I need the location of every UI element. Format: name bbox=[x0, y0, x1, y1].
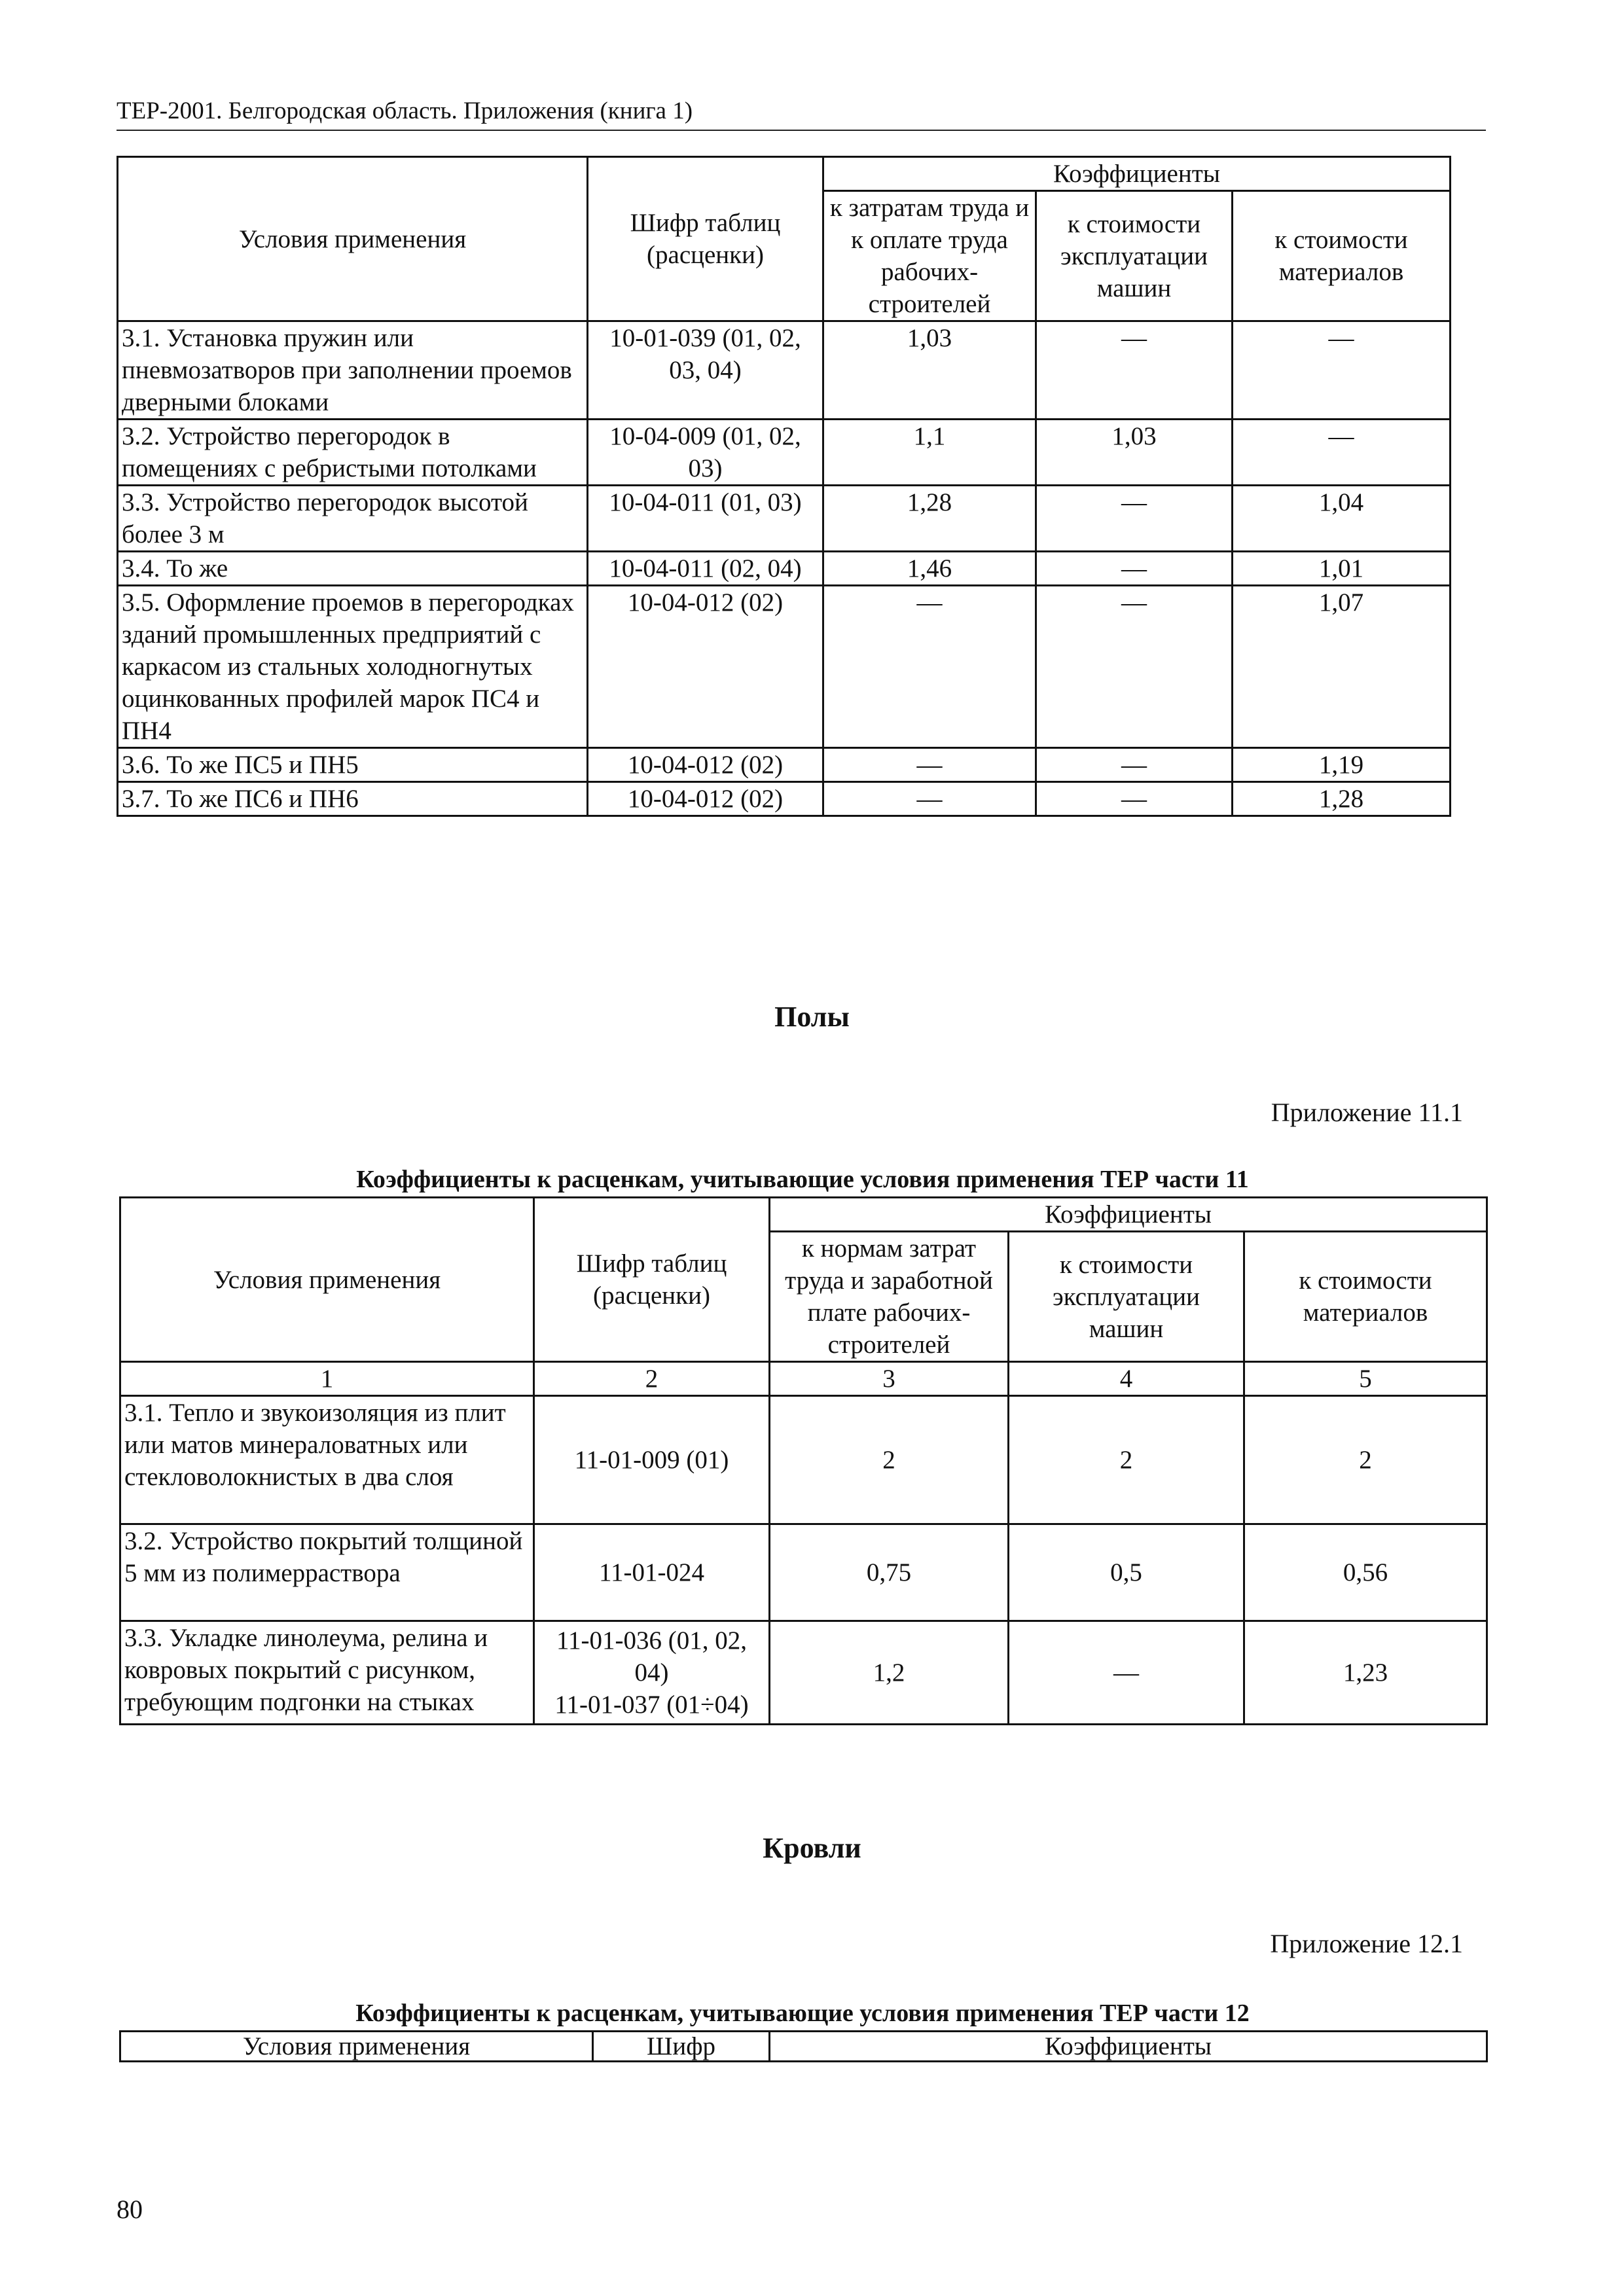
section-title-roofs: Кровли bbox=[763, 1832, 861, 1864]
row-materials: 1,19 bbox=[1233, 748, 1451, 782]
row-materials: 1,04 bbox=[1233, 486, 1451, 552]
col-header-coefficients: Коэффициенты bbox=[770, 2032, 1487, 2062]
row-conditions: 3.6. То же ПС5 и ПН5 bbox=[118, 748, 588, 782]
floors-coefficients-table bbox=[119, 1196, 1488, 1725]
row-materials: 1,28 bbox=[1233, 782, 1451, 816]
col-header-conditions: Условия применения bbox=[120, 1198, 534, 1362]
row-labor: — bbox=[823, 748, 1036, 782]
row-code: 10-04-012 (02) bbox=[588, 748, 823, 782]
col-header-code: Шифр таблиц (расценки) bbox=[534, 1198, 770, 1362]
col-header-code: Шифр bbox=[593, 2032, 770, 2062]
column-numbers-row bbox=[120, 1362, 1487, 1396]
col-header-machines: к стоимости эксплуатации машин bbox=[1036, 191, 1233, 321]
row-machines: — bbox=[1036, 552, 1233, 586]
row-conditions: 3.3. Устройство перегородок высотой более 3 м bbox=[118, 486, 588, 552]
row-conditions: 3.5. Оформление проемов в перегородках зданий промышленных предприятий с каркасом из стальных холодногнутых оцинкованных профилей марок ПС4 и ПН4 bbox=[118, 586, 588, 748]
row-labor: 1,2 bbox=[770, 1621, 1009, 1725]
row-labor: 1,1 bbox=[823, 420, 1036, 486]
row-machines: — bbox=[1036, 586, 1233, 748]
row-machines: — bbox=[1036, 486, 1233, 552]
row-materials: 2 bbox=[1244, 1396, 1487, 1524]
col-header-materials: к стоимости материалов bbox=[1244, 1232, 1487, 1362]
table-row bbox=[120, 1621, 1487, 1725]
table-row bbox=[118, 586, 1451, 748]
row-materials: 0,56 bbox=[1244, 1524, 1487, 1621]
appendix-label-roofs: Приложение 12.1 bbox=[1270, 1929, 1463, 1958]
row-machines: — bbox=[1036, 782, 1233, 816]
col-header-conditions: Условия применения bbox=[120, 2032, 593, 2062]
row-labor: 1,28 bbox=[823, 486, 1036, 552]
row-labor: 2 bbox=[770, 1396, 1009, 1524]
walls-coefficients-table bbox=[117, 156, 1451, 817]
row-materials: 1,23 bbox=[1244, 1621, 1487, 1725]
table-row bbox=[118, 782, 1451, 816]
table-caption-floors: Коэффициенты к расценкам, учитывающие условия применения ТЕР части 11 bbox=[356, 1166, 1249, 1193]
row-code: 11-01-009 (01) bbox=[534, 1396, 770, 1524]
table-row bbox=[118, 321, 1451, 420]
table-row bbox=[118, 420, 1451, 486]
table-row bbox=[120, 1524, 1487, 1621]
col-number: 3 bbox=[770, 1362, 1009, 1396]
row-machines: 2 bbox=[1009, 1396, 1244, 1524]
col-header-coefficients: Коэффициенты bbox=[823, 157, 1451, 191]
row-code: 10-01-039 (01, 02, 03, 04) bbox=[588, 321, 823, 420]
row-code: 10-04-011 (02, 04) bbox=[588, 552, 823, 586]
row-code-secondary: 11-01-037 (01÷04) bbox=[554, 1691, 749, 1719]
col-header-coefficients: Коэффициенты bbox=[770, 1198, 1487, 1232]
col-header-code: Шифр таблиц (расценки) bbox=[588, 157, 823, 321]
row-materials: — bbox=[1233, 420, 1451, 486]
row-labor: 1,46 bbox=[823, 552, 1036, 586]
row-conditions: 3.3. Укладке линолеума, релина и ковровых покрытий с рисунком, требующим подгонки на стыках bbox=[120, 1621, 534, 1725]
col-number: 1 bbox=[120, 1362, 534, 1396]
row-code: 11-01-036 (01, 02, 04) bbox=[556, 1626, 747, 1687]
row-labor: — bbox=[823, 586, 1036, 748]
col-header-labor: к затратам труда и к оплате труда рабочих-строителей bbox=[823, 191, 1036, 321]
row-code: 10-04-011 (01, 03) bbox=[588, 486, 823, 552]
row-conditions: 3.1. Установка пружин или пневмозатворов при заполнении проемов дверными блоками bbox=[118, 321, 588, 420]
col-header-labor: к нормам затрат труда и заработной плате рабочих-строителей bbox=[770, 1232, 1009, 1362]
table-row bbox=[120, 1396, 1487, 1524]
col-number: 2 bbox=[534, 1362, 770, 1396]
row-machines: 0,5 bbox=[1009, 1524, 1244, 1621]
col-number: 4 bbox=[1009, 1362, 1244, 1396]
section-title-floors: Полы bbox=[774, 1001, 850, 1033]
row-code: 10-04-009 (01, 02, 03) bbox=[588, 420, 823, 486]
row-conditions: 3.2. Устройство перегородок в помещениях с ребристыми потолками bbox=[118, 420, 588, 486]
col-number: 5 bbox=[1244, 1362, 1487, 1396]
appendix-label-floors: Приложение 11.1 bbox=[1271, 1098, 1463, 1127]
row-code-cell bbox=[534, 1621, 770, 1725]
row-code: 11-01-024 bbox=[534, 1524, 770, 1621]
row-labor: 0,75 bbox=[770, 1524, 1009, 1621]
row-materials: — bbox=[1233, 321, 1451, 420]
col-header-materials: к стоимости материалов bbox=[1233, 191, 1451, 321]
row-conditions: 3.4. То же bbox=[118, 552, 588, 586]
col-header-conditions: Условия применения bbox=[118, 157, 588, 321]
row-machines: — bbox=[1009, 1621, 1244, 1725]
row-labor: 1,03 bbox=[823, 321, 1036, 420]
row-code: 10-04-012 (02) bbox=[588, 586, 823, 748]
row-conditions: 3.7. То же ПС6 и ПН6 bbox=[118, 782, 588, 816]
row-materials: 1,07 bbox=[1233, 586, 1451, 748]
table-row bbox=[118, 486, 1451, 552]
row-machines: — bbox=[1036, 748, 1233, 782]
row-machines: — bbox=[1036, 321, 1233, 420]
row-labor: — bbox=[823, 782, 1036, 816]
running-header: ТЕР-2001. Белгородская область. Приложения (книга 1) bbox=[117, 97, 1486, 131]
table-row bbox=[118, 552, 1451, 586]
row-machines: 1,03 bbox=[1036, 420, 1233, 486]
row-code: 10-04-012 (02) bbox=[588, 782, 823, 816]
row-conditions: 3.1. Тепло и звукоизоляция из плит или матов минераловатных или стекловолокнистых в два слоя bbox=[120, 1396, 534, 1524]
page-number: 80 bbox=[117, 2195, 143, 2224]
row-conditions: 3.2. Устройство покрытий толщиной 5 мм из полимерраствора bbox=[120, 1524, 534, 1621]
row-materials: 1,01 bbox=[1233, 552, 1451, 586]
col-header-machines: к стоимости эксплуатации машин bbox=[1009, 1232, 1244, 1362]
table-row bbox=[118, 748, 1451, 782]
table-caption-roofs: Коэффициенты к расценкам, учитывающие условия применения ТЕР части 12 bbox=[355, 2000, 1250, 2027]
roofs-coefficients-table bbox=[119, 2030, 1488, 2062]
